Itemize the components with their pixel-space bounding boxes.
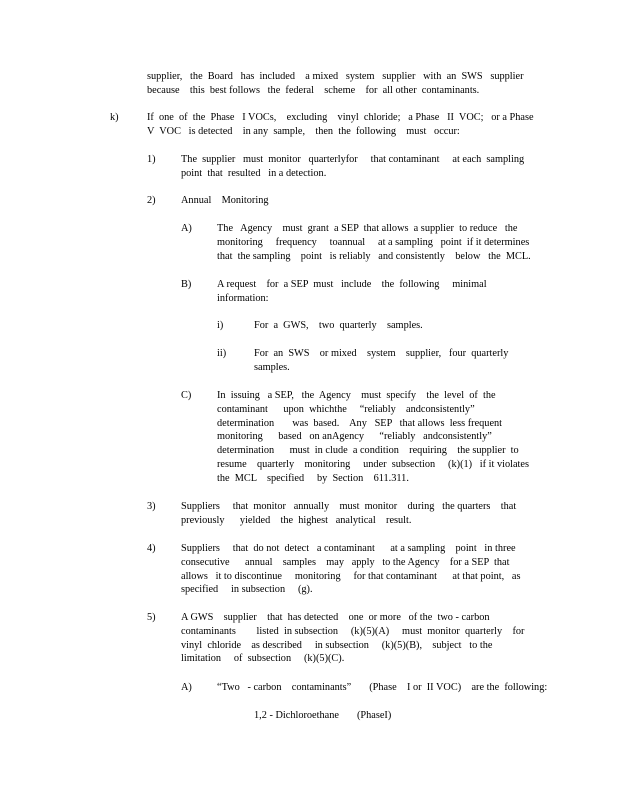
item-k4-text [181,542,541,597]
item-k5A-text: “Two - carbon contaminants” (Phase I or II VOC) are the following: [217,682,548,693]
item-k5A-entry: 1,2 - Dichloroethane (PhaseI) [254,710,392,721]
item-k3-line-1: Suppliers that monitor annually must monitor during the quarters that [181,501,517,512]
item-k2A-line-1: The Agency must grant a SEP that allows a supplier to reduce the [217,223,518,234]
intro-line-2: because this best follows the federal scheme for all other contaminants. [147,84,480,96]
item-k3-label: 3) [147,501,156,512]
item-k5-label: 5) [147,612,156,623]
item-k2C-line-1: In issuing a SEP, the Agency must specify the level of the [217,390,496,401]
item-k2C-line-4: monitoring based on anAgency “reliably andconsistently” [217,431,492,443]
intro-paragraph [147,70,532,98]
item-k1-label: 1) [147,154,156,165]
item-k2C-line-5: determination must in clude a condition requiring the supplier to [217,445,519,457]
item-k2Bii-line-1: For an SWS or mixed system supplier, four quarterly [254,348,509,359]
item-k-label: k) [110,112,119,123]
item-k5-text [181,611,541,666]
item-k4-line-1: Suppliers that do not detect a contaminant at a sampling point in three [181,543,516,554]
item-k4-label: 4) [147,543,156,554]
item-k2B-text [217,278,542,306]
item-k4-line-4: specified in subsection (g). [181,584,313,596]
item-k5-line-3: vinyl chloride as described in subsection (k)(5)(B), subject to the [181,639,493,651]
item-k2C-line-7: the MCL specified by Section 611.311. [217,472,409,484]
item-k-text [147,111,542,139]
item-k2A-line-2: monitoring frequency toannual at a sampling point if it determines [217,236,530,248]
item-k1-text [181,153,541,181]
item-k2Bii-line-2: samples. [254,361,290,373]
item-k3-line-2: previously yielded the highest analytical result. [181,514,412,526]
item-k2-label: 2) [147,195,156,206]
item-k2B-line-2: information: [217,292,269,304]
item-k2A-line-3: that the sampling point is reliably and consistently below the MCL. [217,250,531,262]
item-k2-text: Annual Monitoring [181,195,269,206]
item-k2Bi-text: For a GWS, two quarterly samples. [254,320,423,331]
item-k2Bi-label: i) [217,320,224,331]
intro-line-1: supplier, the Board has included a mixed system supplier with an SWS supplier [147,71,524,82]
item-k4-line-2: consecutive annual samples may apply to the Agency for a SEP that [181,556,510,568]
item-k5-line-1: A GWS supplier that has detected one or more of the two - carbon [181,612,490,623]
item-k-line-2: V VOC is detected in any sample, then the following must occur: [147,125,460,137]
item-k2A-text [217,222,542,263]
item-k2B-label: B) [181,279,192,290]
item-k2C-label: C) [181,390,192,401]
item-k1-line-2: point that resulted in a detection. [181,167,327,179]
item-k2C-text [217,389,542,486]
item-k5-line-2: contaminants listed in subsection (k)(5)(A) must monitor quarterly for [181,625,525,637]
item-k5A-label: A) [181,682,192,693]
item-k2A-label: A) [181,223,192,234]
item-k-line-1: If one of the Phase I VOCs, excluding vinyl chloride; a Phase II VOC; or a Phase [147,112,534,123]
item-k2Bii-label: ii) [217,348,227,359]
item-k3-text [181,500,541,528]
item-k2Bii-text [254,347,539,375]
item-k2B-line-1: A request for a SEP must include the following minimal [217,279,487,290]
item-k4-line-3: allows it to discontinue monitoring for that contaminant at that point, as [181,570,521,582]
item-k1-line-1: The supplier must monitor quarterlyfor that contaminant at each sampling [181,154,525,165]
item-k2C-line-6: resume quarterly monitoring under subsection (k)(1) if it violates [217,458,529,470]
item-k2C-line-2: contaminant upon whichthe “reliably andconsistently” [217,403,475,415]
item-k5-line-4: limitation of subsection (k)(5)(C). [181,653,345,665]
item-k2C-line-3: determination was based. Any SEP that allows less frequent [217,417,503,429]
